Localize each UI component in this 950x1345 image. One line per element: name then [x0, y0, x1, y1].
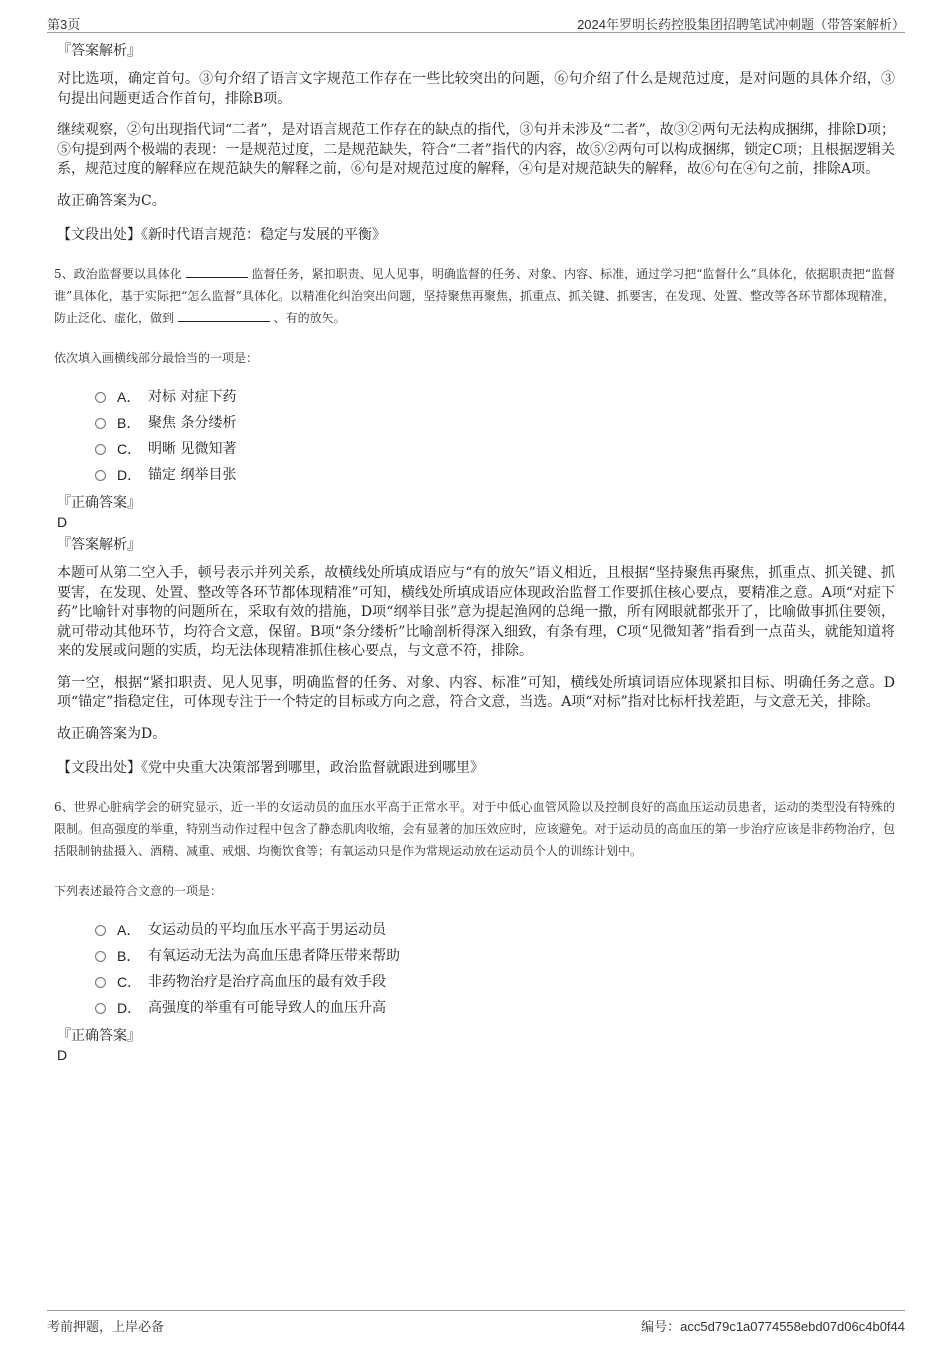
option-d[interactable] — [95, 995, 895, 1021]
page-number: 第3页 — [47, 17, 81, 32]
analysis-label: 『答案解析』 — [57, 537, 141, 553]
text-source: 【文段出处】《新时代语言规范：稳定与发展的平衡》 — [57, 227, 386, 243]
page-content — [54, 40, 895, 1067]
fill-blank — [186, 264, 248, 278]
correct-answer-value: D — [57, 514, 68, 530]
option-letter: D． — [117, 1000, 142, 1016]
question-text-part: 监督任务，紧扣职责、见人见事，明确监督的任务、对象、内容、标准，通过学习把“监督什么”具体化，依据职责把“监督谁”具体化，基于实际把“怎么监督”具体化。以精准化纠治突出问题，坚持聚焦再聚焦，抓重点、抓关键、抓要害，在发现、处置、整改等各环节都体现精准，防止泛化、虚化，做到 — [54, 267, 895, 325]
question-6-text: 6、世界心脏病学会的研究显示，近一半的女运动员的血压水平高于正常水平。对于中低心血管风险以及控制良好的高血压运动员患者，运动的类型没有特殊的限制。但高强度的举重，特别当动作过程中包含了静态肌肉收缩，会有显著的加压效应时，应该避免。对于运动员的高血压的第一步治疗应该是非药物治疗，包括限制钠盐摄入、酒精、减重、戒烟、均衡饮食等；有氧运动只是作为常规运动放在运动员个人的训练计划中。 — [54, 800, 895, 858]
option-text: 对标 对症下药 — [148, 389, 237, 405]
radio-button[interactable] — [95, 444, 106, 455]
option-letter: C． — [117, 441, 142, 457]
page-header — [47, 10, 905, 33]
option-d[interactable] — [95, 462, 895, 488]
radio-button[interactable] — [95, 1003, 106, 1014]
option-letter: D． — [117, 467, 142, 483]
question-5-text — [54, 263, 895, 329]
page-footer — [47, 1310, 905, 1337]
footer-slogan: 考前押题，上岸必备 — [47, 1319, 165, 1334]
option-text: 非药物治疗是治疗高血压的最有效手段 — [148, 974, 386, 990]
option-text: 女运动员的平均血压水平高于男运动员 — [148, 922, 386, 938]
option-c[interactable] — [95, 969, 895, 995]
document-title: 2024年罗明长药控股集团招聘笔试冲刺题（带答案解析） — [577, 17, 905, 32]
radio-button[interactable] — [95, 470, 106, 481]
correct-answer-value: D — [57, 1047, 68, 1063]
option-letter: C． — [117, 974, 142, 990]
question-text-part: 5、政治监督要以具体化 — [54, 267, 186, 281]
analysis-conclusion: 故正确答案为C。 — [57, 192, 166, 209]
option-c[interactable] — [95, 436, 895, 462]
analysis-paragraph: 对比选项，确定首句。③句介绍了语言文字规范工作存在一些比较突出的问题，⑥句介绍了什么是规范过度，是对问题的具体介绍，③句提出问题更适合作首句，排除B项。 — [57, 71, 895, 107]
option-letter: B． — [117, 415, 141, 431]
analysis-paragraph: 继续观察，②句出现指代词“二者”，是对语言规范工作存在的缺点的指代，③句并未涉及“二者”，故③②两句无法构成捆绑，排除D项；⑤句提到两个极端的表现：一是规范过度，二是规范缺失，符合“二者”指代的内容，故⑤②两句可以构成捆绑，锁定C项；且根据逻辑关系，规范过度的解释应在规范缺失的解释之前，⑥句是对规范过度的解释，④句是对规范缺失的解释，故⑥句在④句之前，排除A项。 — [57, 122, 895, 177]
option-a[interactable] — [95, 384, 895, 410]
radio-button[interactable] — [95, 925, 106, 936]
option-b[interactable] — [95, 943, 895, 969]
radio-button[interactable] — [95, 392, 106, 403]
option-letter: A． — [117, 389, 141, 405]
question-text-part: 、有的放矢。 — [269, 311, 346, 325]
option-text: 有氧运动无法为高血压患者降压带来帮助 — [148, 948, 400, 964]
option-a[interactable] — [95, 917, 895, 943]
option-text: 高强度的举重有可能导致人的血压升高 — [148, 1000, 386, 1016]
analysis-conclusion: 故正确答案为D。 — [57, 725, 167, 742]
option-text: 锚定 纲举目张 — [148, 467, 237, 483]
option-text: 聚焦 条分缕析 — [148, 415, 237, 431]
question-6-options — [95, 917, 895, 1021]
fill-blank — [178, 308, 270, 322]
option-b[interactable] — [95, 410, 895, 436]
correct-answer-label: 『正确答案』 — [57, 1028, 141, 1044]
radio-button[interactable] — [95, 951, 106, 962]
analysis-label: 『答案解析』 — [57, 43, 141, 59]
radio-button[interactable] — [95, 977, 106, 988]
analysis-paragraph: 本题可从第二空入手，顿号表示并列关系，故横线处所填成语应与“有的放矢”语义相近，且根据“坚持聚焦再聚焦，抓重点、抓关键、抓要害，在发现、处置、整改等各环节都体现精准”可知，横线处所填成语应体现政治监督工作要抓住核心要点，要精准之意。A项“对症下药”比喻针对事物的问题所在，采取有效的措施，D项“纲举目张”意为提起渔网的总绳一撒，所有网眼就都张开了，比喻做事抓住要领，就可带动其他环节，均符合文意，保留。B项“条分缕析”比喻剖析得深入细致，有条有理，C项“见微知著”指看到一点苗头，就能知道将来的发展或问题的实质，均无法体现精准抓住核心要点，与文意不符，排除。 — [57, 565, 895, 659]
radio-button[interactable] — [95, 418, 106, 429]
option-text: 明晰 见微知著 — [148, 441, 237, 457]
text-source: 【文段出处】《党中央重大决策部署到哪里，政治监督就跟进到哪里》 — [57, 760, 484, 776]
option-letter: B． — [117, 948, 141, 964]
analysis-paragraph: 第一空，根据“紧扣职责、见人见事，明确监督的任务、对象、内容、标准”可知，横线处所填词语应体现紧扣目标、明确任务之意。D项“锚定”指稳定住，可体现专注于一个特定的目标或方向之意，符合文意，当选。A项“对标”指对比标杆找差距，与文意无关，排除。 — [57, 674, 895, 710]
option-letter: A． — [117, 922, 141, 938]
question-prompt: 下列表述最符合文意的一项是： — [54, 884, 223, 898]
correct-answer-label: 『正确答案』 — [57, 495, 141, 511]
question-prompt: 依次填入画横线部分最恰当的一项是： — [54, 351, 259, 365]
question-5-options — [95, 384, 895, 488]
document-id: 编号：acc5d79c1a0774558ebd07d06c4b0f44 — [641, 1319, 905, 1334]
